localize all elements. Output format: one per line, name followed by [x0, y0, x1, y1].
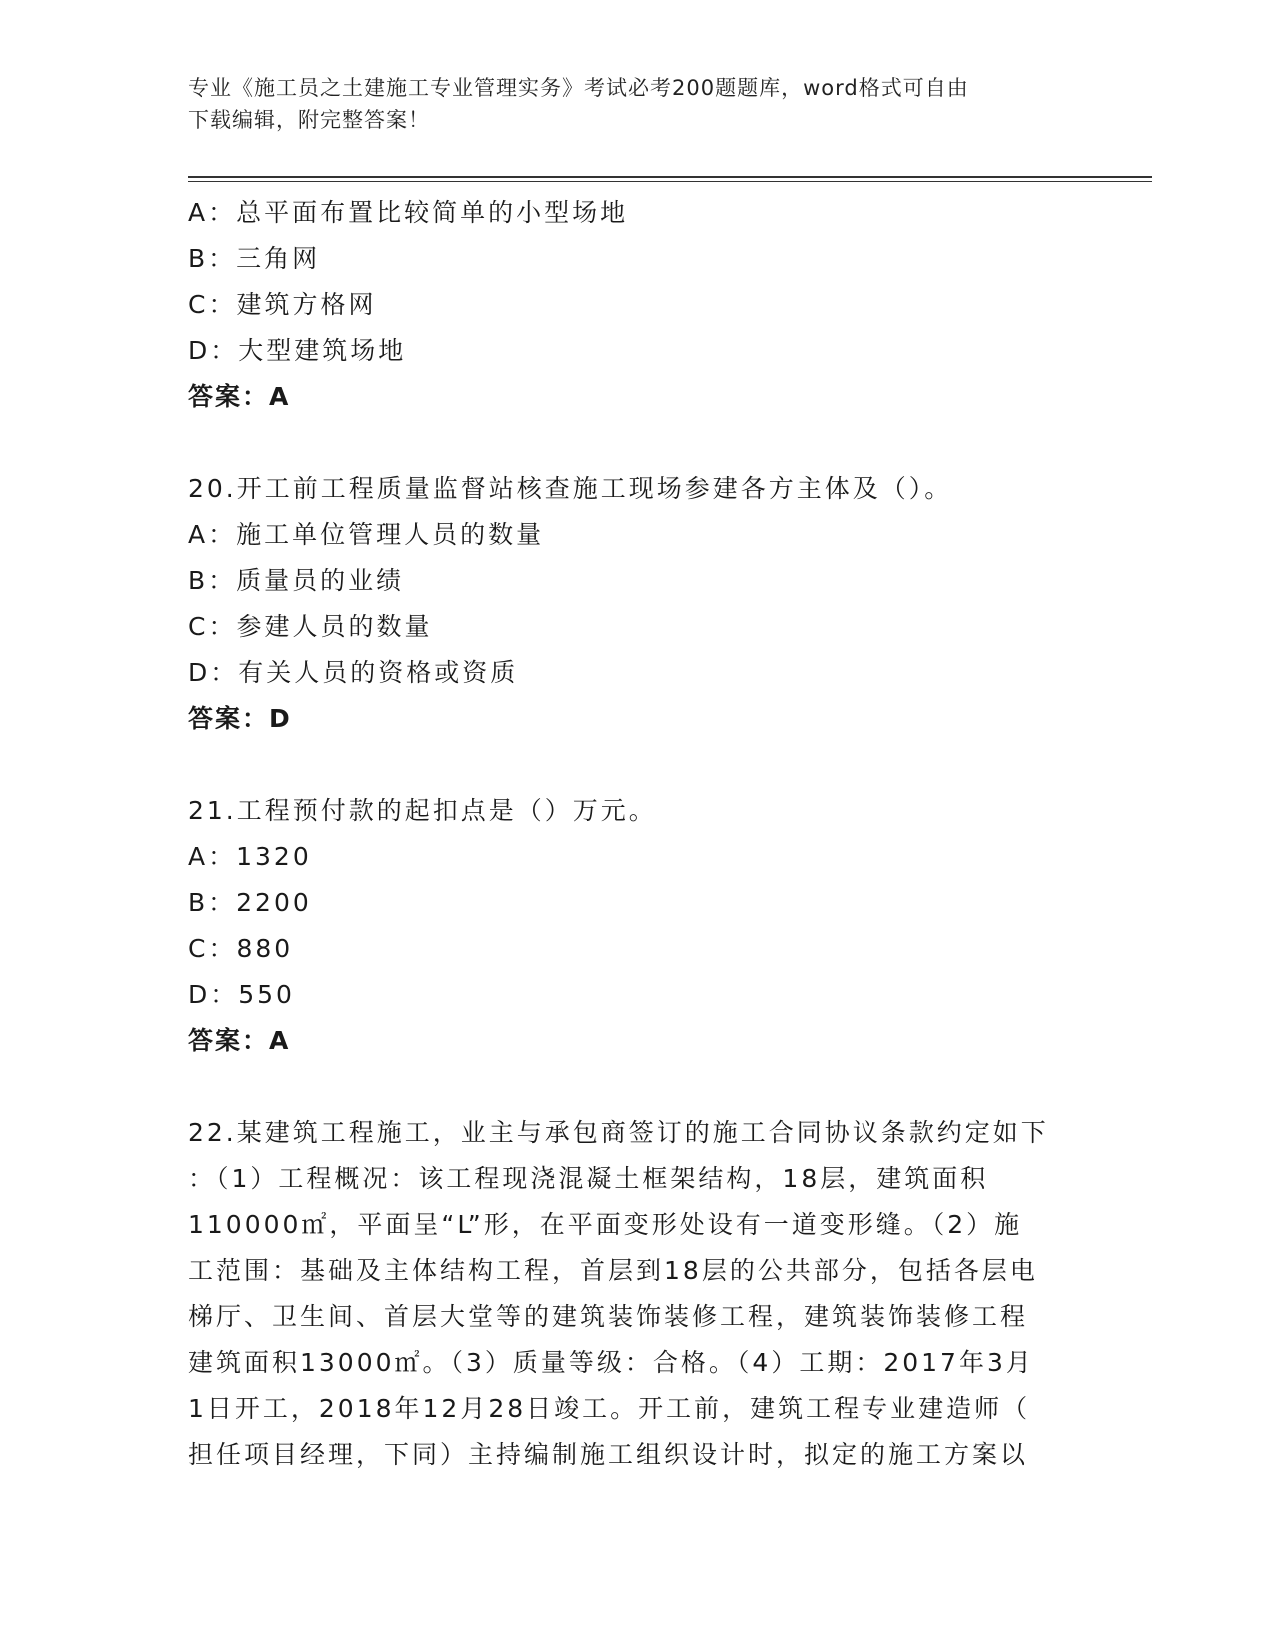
question-line: ：（1）工程概况：该工程现浇混凝土框架结构，18层，建筑面积	[188, 1164, 989, 1193]
question-text: 21.工程预付款的起扣点是（）万元。	[188, 796, 657, 825]
option-b: B：三角网	[188, 244, 321, 273]
option-a: A：施工单位管理人员的数量	[188, 520, 545, 549]
question-text: 20.开工前工程质量监督站核查施工现场参建各方主体及（）。	[188, 474, 953, 503]
option-c: C：参建人员的数量	[188, 612, 433, 641]
question-line: 110000㎡，平面呈“L”形，在平面变形处设有一道变形缝。（2）施	[188, 1210, 1023, 1239]
option-d: D：550	[188, 980, 295, 1009]
header-divider-thick	[188, 176, 1152, 178]
question-line: 梯厅、卫生间、首层大堂等的建筑装饰装修工程，建筑装饰装修工程	[188, 1302, 1029, 1331]
question-22	[188, 1110, 1088, 1478]
question-line: 担任项目经理，下同）主持编制施工组织设计时，拟定的施工方案以	[188, 1440, 1029, 1469]
question-20	[188, 466, 1088, 742]
option-d: D：大型建筑场地	[188, 336, 407, 365]
header-divider-thin	[188, 181, 1152, 182]
option-c: C：建筑方格网	[188, 290, 377, 319]
header-line-2: 下载编辑，附完整答案！	[188, 108, 430, 132]
option-d: D：有关人员的资格或资质	[188, 658, 519, 687]
question-line: 建筑面积13000㎡。（3）质量等级：合格。（4）工期：2017年3月	[188, 1348, 1034, 1377]
spacer	[188, 1064, 1088, 1110]
question-19-tail	[188, 190, 1088, 420]
question-line: 22.某建筑工程施工，业主与承包商签订的施工合同协议条款约定如下	[188, 1118, 1049, 1147]
spacer	[188, 420, 1088, 466]
spacer	[188, 742, 1088, 788]
option-a: A：总平面布置比较简单的小型场地	[188, 198, 629, 227]
answer: 答案：A	[188, 1026, 291, 1055]
option-a: A：1320	[188, 842, 312, 871]
question-line: 工范围：基础及主体结构工程，首层到18层的公共部分，包括各层电	[188, 1256, 1038, 1285]
answer: 答案：A	[188, 382, 291, 411]
question-line: 1日开工，2018年12月28日竣工。开工前，建筑工程专业建造师（	[188, 1394, 1031, 1423]
option-c: C：880	[188, 934, 294, 963]
header-line-1: 专业《施工员之土建施工专业管理实务》考试必考200题题库，word格式可自由	[188, 76, 969, 100]
document-body	[188, 190, 1088, 1478]
option-b: B：2200	[188, 888, 312, 917]
option-b: B：质量员的业绩	[188, 566, 405, 595]
answer: 答案：D	[188, 704, 292, 733]
question-21	[188, 788, 1088, 1064]
document-header	[188, 72, 1068, 136]
